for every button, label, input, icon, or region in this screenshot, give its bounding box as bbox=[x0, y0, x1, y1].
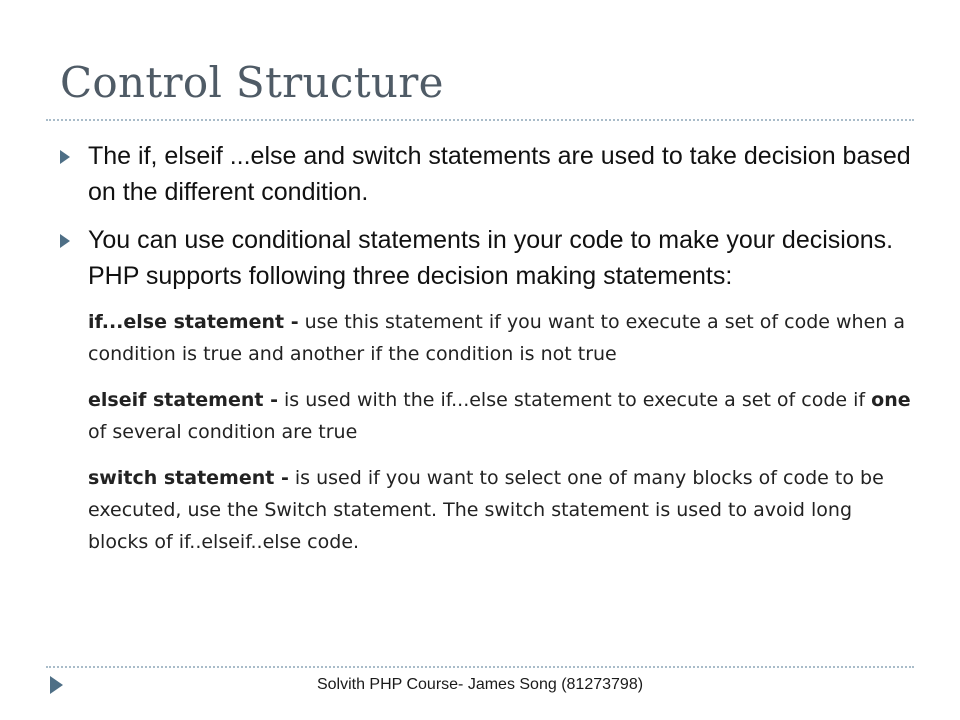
slide-content bbox=[58, 138, 918, 572]
statement-term: elseif statement - bbox=[88, 389, 278, 411]
statement-description-end: of several condition are true bbox=[88, 421, 358, 443]
statement-description: is used with the if...else statement to execute a set of code if bbox=[277, 389, 872, 411]
bullet-text: The if, elseif ...else and switch statements are used to take decision based on the different condition. bbox=[88, 142, 911, 206]
statement-if-else bbox=[88, 306, 918, 370]
statement-emphasis: one bbox=[871, 389, 911, 411]
bullet-item bbox=[58, 138, 918, 210]
bullet-text: You can use conditional statements in your code to make your decisions. PHP supports following three decision making statements: bbox=[88, 226, 894, 290]
statement-description: is used if you want to select one of many blocks of code to be executed, use the Switch statement. The switch statement is used to avoid long blocks of if..elseif..else code. bbox=[88, 467, 884, 553]
slide-footer: Solvith PHP Course- James Song (81273798) bbox=[316, 676, 644, 693]
bullet-item bbox=[58, 222, 918, 294]
statement-switch bbox=[88, 462, 918, 558]
statement-description: use this statement if you want to execute a set of code when a condition is true and another if the condition is not true bbox=[88, 311, 905, 365]
statement-term: switch statement - bbox=[88, 467, 289, 489]
statement-term: if...else statement - bbox=[88, 311, 299, 333]
triangle-bullet-icon bbox=[60, 150, 70, 164]
title-divider bbox=[46, 119, 914, 121]
statement-elseif bbox=[88, 384, 918, 448]
slide-title: Control Structure bbox=[60, 58, 444, 107]
footer-divider bbox=[46, 666, 914, 668]
triangle-bullet-icon bbox=[60, 234, 70, 248]
